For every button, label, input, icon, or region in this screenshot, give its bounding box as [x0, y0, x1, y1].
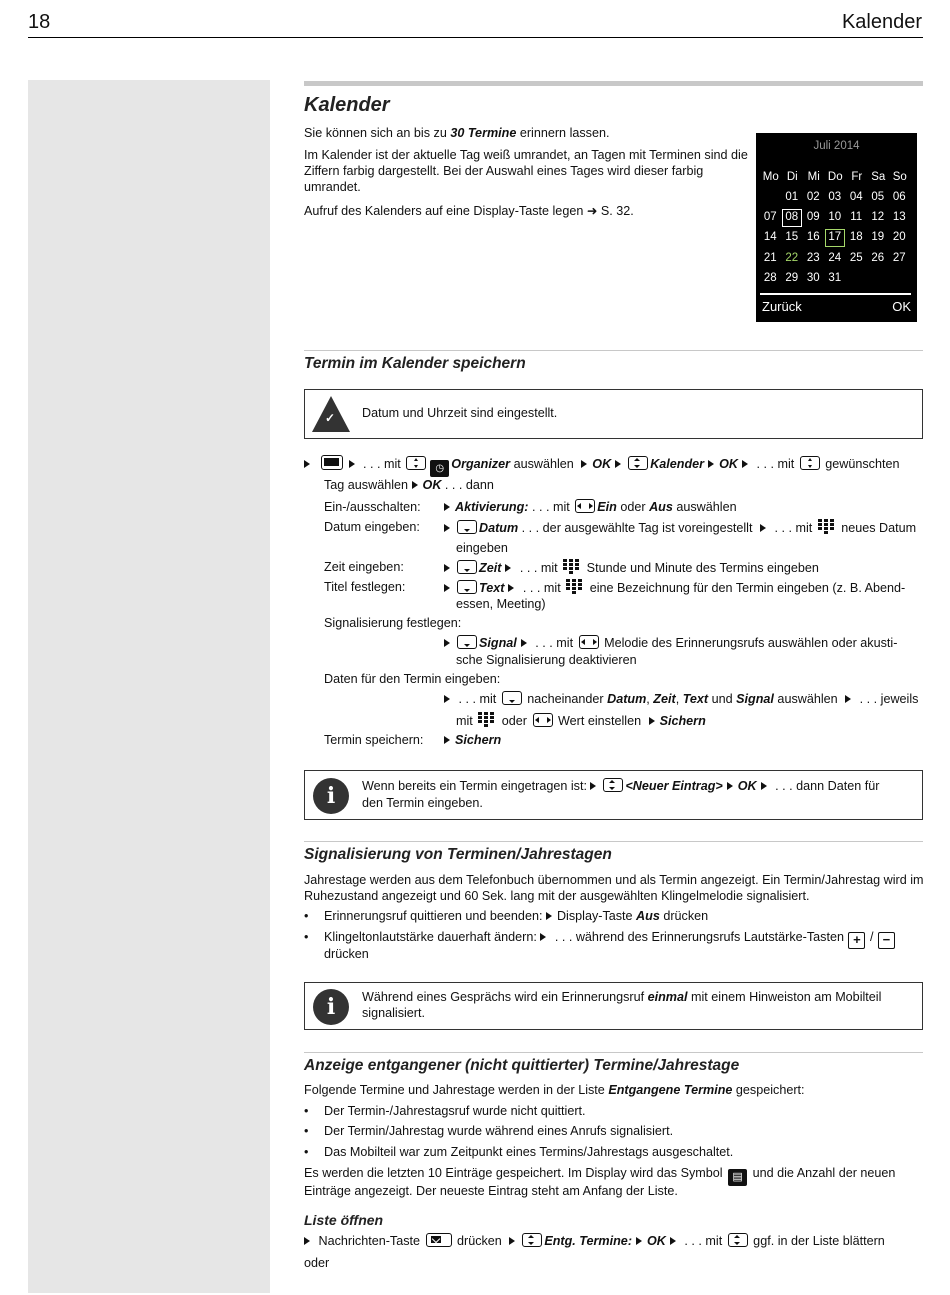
left-margin-bar	[28, 80, 270, 1293]
signal-bullet-2: • Klingeltonlautstärke dauerhaft ändern: . . . während des Erinnerungsrufs Lautstärke-Tasten + / −	[304, 929, 924, 949]
arrow-right-icon: ➜	[586, 203, 598, 218]
row-text-zeit: Zeit . . . mit Stunde und Minute des Termins eingeben	[440, 559, 924, 576]
keypad-icon	[563, 559, 581, 575]
softkey-ok[interactable]: OK	[892, 299, 911, 314]
calendar-day[interactable]: 26	[871, 251, 885, 264]
row-text-daten-cont: mit oder Wert einstellen Sichern	[456, 714, 706, 728]
missed-bullet-2: • Der Termin/Jahrestag wurde während eines Anrufs signalisiert.	[304, 1124, 674, 1138]
intro-paragraph-2: Im Kalender ist der aktuelle Tag weiß umrandet, an Tagen mit Terminen sind die Ziffern farbig dargestellt. Bei der Auswahl eines Tages wird dieser farbig umrandet.	[304, 148, 748, 194]
info-box-neuer-eintrag	[304, 770, 923, 820]
weekday-label: Mi	[807, 171, 820, 183]
calendar-month: Juli 2014	[813, 140, 860, 152]
step-1-line-2: Tag auswählen OK . . . dann	[324, 478, 494, 492]
row-text-sichern: Sichern	[440, 732, 924, 748]
row-label-daten: Daten für den Termin eingeben:	[324, 672, 501, 686]
weekday-label: Di	[786, 171, 798, 183]
message-key-icon	[426, 1233, 452, 1247]
missed-appointment-icon: ▤	[728, 1169, 747, 1186]
calendar-day[interactable]: 24	[828, 251, 842, 264]
down-key-icon	[502, 691, 522, 705]
header-rule	[28, 37, 923, 38]
down-key-icon	[457, 580, 477, 594]
row-label-zeit: Zeit eingeben:	[324, 560, 404, 574]
section-rule	[304, 841, 923, 842]
updown-key-icon	[628, 456, 648, 470]
calendar-day[interactable]: 18	[849, 231, 863, 244]
info-icon: i	[313, 778, 349, 814]
step-1-line-1: . . . mit ◷ Organizer auswählen OK Kalender OK . . . mit gewünschten	[302, 455, 924, 477]
calendar-day[interactable]: 19	[871, 231, 885, 244]
missed-paragraph-2: Es werden die letzten 10 Einträge gespeichert. Im Display wird das Symbol ▤ und die Anzahl der neuen	[304, 1165, 924, 1186]
keypad-icon	[566, 579, 584, 595]
row-text-datum: Datum . . . der ausgewählte Tag ist voreingestellt . . . mit neues Datum	[440, 519, 924, 536]
calendar-day[interactable]: 14	[763, 231, 777, 244]
info-icon: i	[313, 989, 349, 1025]
intro-paragraph-3: Aufruf des Kalenders auf eine Display-Taste legen ➜ S. 32.	[304, 203, 634, 218]
weekday-label: Sa	[871, 171, 886, 183]
signal-bullet-2-cont: drücken	[324, 947, 369, 961]
down-key-icon	[457, 520, 477, 534]
calendar-day[interactable]: 20	[892, 231, 906, 244]
softkey-back[interactable]: Zurück	[762, 299, 802, 314]
row-text-signal-cont: sche Signalisierung deaktivieren	[456, 653, 637, 667]
page-title: Kalender	[304, 94, 390, 116]
calendar-day[interactable]: 30	[806, 271, 820, 284]
weekday-label: Do	[827, 171, 843, 183]
keypad-icon	[818, 519, 836, 535]
calendar-day[interactable]: 03	[828, 191, 842, 203]
phone-display-calendar	[756, 133, 917, 322]
section-heading-termin: Termin im Kalender speichern	[304, 355, 526, 372]
calendar-day[interactable]: 12	[871, 211, 885, 224]
page-number: 18	[28, 11, 51, 33]
section-rule	[304, 1052, 923, 1053]
missed-bullet-3: • Das Mobilteil war zum Zeitpunkt eines Termins/Jahrestags ausgeschaltet.	[304, 1145, 734, 1159]
control-key-icon	[800, 456, 820, 470]
leftright-key-icon	[575, 499, 595, 513]
section-top-rule	[304, 81, 923, 86]
calendar-day[interactable]: 06	[892, 191, 906, 203]
section-rule	[304, 350, 923, 351]
calendar-day[interactable]: 08	[782, 209, 803, 227]
calendar-day[interactable]: 13	[892, 211, 906, 224]
calendar-day[interactable]: 25	[849, 251, 863, 264]
weekday-label: Mo	[762, 171, 779, 183]
calendar-day[interactable]: 16	[806, 231, 820, 244]
calendar-day[interactable]: 28	[763, 271, 777, 284]
leftright-key-icon	[533, 713, 553, 727]
calendar-day[interactable]: 22	[785, 251, 799, 264]
calendar-day[interactable]: 02	[806, 191, 820, 203]
missed-step: Nachrichten-Taste drücken Entg. Termine: OK . . . mit ggf. in der Liste blättern	[302, 1233, 924, 1249]
volume-plus-key-icon: +	[848, 932, 865, 949]
intro-paragraph-1: Sie können sich an bis zu 30 Termine erinnern lassen.	[304, 126, 610, 140]
calendar-day[interactable]: 17	[825, 229, 846, 247]
prerequisite-box	[304, 389, 923, 439]
info-box-gespraech	[304, 982, 923, 1030]
down-key-icon	[457, 560, 477, 574]
calendar-day[interactable]: 05	[871, 191, 885, 203]
section-heading-signal: Signalisierung von Terminen/Jahrestagen	[304, 846, 612, 863]
calendar-day[interactable]: 23	[806, 251, 820, 264]
subheading-liste-oeffnen: Liste öffnen	[304, 1212, 384, 1228]
updown-key-icon	[522, 1233, 542, 1247]
calendar-day[interactable]: 10	[828, 211, 842, 224]
calendar-day[interactable]: 21	[763, 251, 777, 264]
organizer-icon: ◷	[430, 460, 449, 477]
calendar-day[interactable]: 31	[828, 271, 842, 284]
missed-paragraph-2-cont: Einträge angezeigt. Der neueste Eintrag steht am Anfang der Liste.	[304, 1184, 678, 1198]
row-text-aktivierung: Aktivierung: . . . mit Ein oder Aus auswählen	[440, 499, 924, 515]
updown-key-icon	[603, 778, 623, 792]
down-key-icon	[457, 635, 477, 649]
calendar-grid	[760, 189, 914, 289]
prerequisite-text: Datum und Uhrzeit sind eingestellt.	[362, 406, 558, 420]
row-text-datum-cont: eingeben	[456, 541, 508, 555]
missed-paragraph-1: Folgende Termine und Jahrestage werden in der Liste Entgangene Termine gespeichert:	[304, 1083, 805, 1097]
section-heading-missed: Anzeige entgangener (nicht quittierter) Termine/Jahrestage	[304, 1057, 740, 1074]
volume-minus-key-icon: −	[878, 932, 895, 949]
row-label-aktivierung: Ein-/ausschalten:	[324, 500, 421, 514]
calendar-day[interactable]: 11	[850, 211, 863, 224]
info-text-2: Während eines Gesprächs wird ein Erinnerungsruf einmal mit einem Hinweiston am Mobilteil signalisiert.	[362, 990, 882, 1020]
row-label-sichern: Termin speichern:	[324, 733, 424, 747]
row-text-text: Text . . . mit eine Bezeichnung für den Termin eingeben (z. B. Abend-	[440, 579, 924, 596]
keypad-icon	[478, 712, 496, 728]
calendar-day[interactable]: 29	[785, 271, 799, 284]
updown-key-icon	[728, 1233, 748, 1247]
signal-paragraph: Jahrestage werden aus dem Telefonbuch übernommen und als Termin angezeigt. Ein Termin/Jahrestag wird im Ruhezustand angezeigt und 60 Sek. lang mit der ausgewählten Klingelmelodie signalisiert.	[304, 873, 924, 903]
leftright-key-icon	[579, 635, 599, 649]
calendar-day[interactable]: 04	[849, 191, 863, 203]
check-icon: ✓	[325, 411, 336, 425]
calendar-day[interactable]: 09	[806, 211, 820, 224]
signal-bullet-1: • Erinnerungsruf quittieren und beenden: Display-Taste Aus drücken	[304, 909, 709, 923]
menu-key-icon	[321, 455, 343, 470]
info-text-1: Wenn bereits ein Termin eingetragen ist: <Neuer Eintrag> OK . . . dann Daten für	[362, 779, 880, 793]
row-text-signal: Signal . . . mit Melodie des Erinnerungsrufs auswählen oder akusti-	[440, 635, 924, 651]
weekday-label: Fr	[851, 171, 863, 183]
calendar-day[interactable]: 07	[763, 211, 777, 224]
calendar-day[interactable]: 15	[785, 231, 799, 244]
info-text-1-cont: den Termin eingeben.	[362, 796, 483, 810]
row-label-datum: Datum eingeben:	[324, 520, 420, 534]
weekday-header	[760, 169, 914, 183]
row-label-text: Titel festlegen:	[324, 580, 406, 594]
row-text-text-cont: essen, Meeting)	[456, 597, 546, 611]
running-header: Kalender	[841, 11, 922, 33]
missed-bullet-1: • Der Termin-/Jahrestagsruf wurde nicht quittiert.	[304, 1104, 586, 1118]
weekday-label: So	[892, 171, 907, 183]
calendar-day[interactable]: 01	[785, 191, 799, 203]
display-divider	[760, 293, 911, 295]
row-label-signal: Signalisierung festlegen:	[324, 616, 462, 630]
control-key-icon	[406, 456, 426, 470]
calendar-day[interactable]: 27	[892, 251, 906, 264]
missed-or: oder	[304, 1256, 330, 1270]
row-text-daten: . . . mit nacheinander Datum, Zeit, Text und Signal auswählen . . . jeweils	[440, 691, 924, 707]
